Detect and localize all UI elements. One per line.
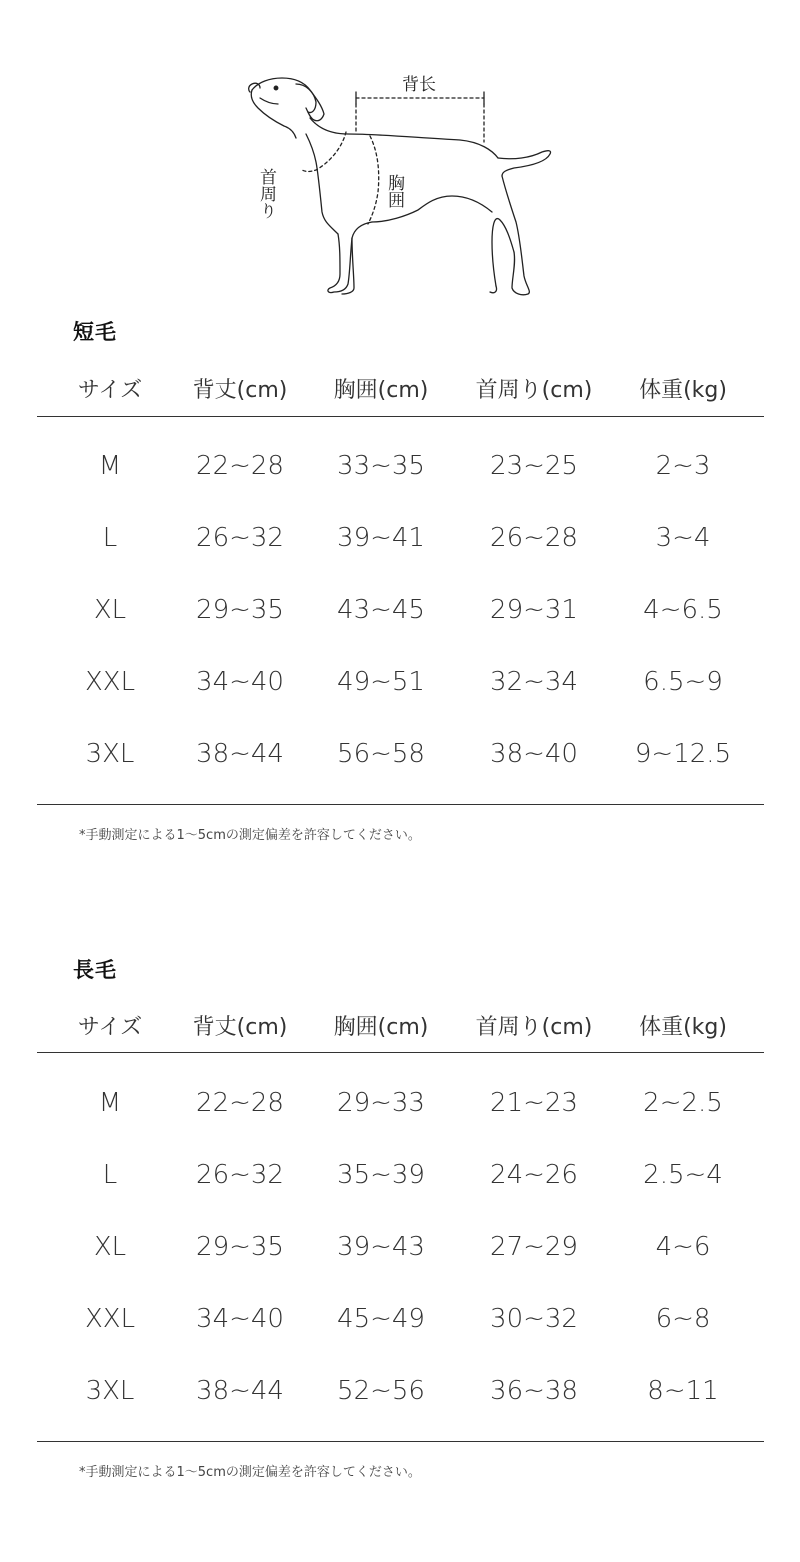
neck-cell: 23~25 [490, 451, 578, 481]
neck-cell: 24~26 [490, 1160, 578, 1190]
weight-cell: 2~2.5 [643, 1088, 723, 1118]
size-cell: XXL [84, 667, 136, 697]
table-row [0, 595, 800, 635]
chest-cell: 35~39 [337, 1160, 425, 1190]
dog-measurement-diagram [230, 62, 570, 302]
table-row [0, 451, 800, 491]
back-length-cell: 26~32 [196, 1160, 284, 1190]
header-size: サイズ [77, 1015, 143, 1040]
table-bottom-divider [37, 1441, 764, 1442]
measurement-note: *手動測定による1〜5cmの測定偏差を許容してください。 [79, 828, 421, 843]
chest-cell: 49~51 [337, 667, 425, 697]
chest-label: 胸囲 [384, 174, 404, 208]
back-length-cell: 34~40 [196, 667, 284, 697]
header-chest: 胸囲(cm) [333, 1015, 429, 1040]
neck-cell: 36~38 [490, 1376, 578, 1406]
back-length-label: 背长 [402, 75, 436, 95]
table-bottom-divider [37, 804, 764, 805]
size-cell: XL [93, 1232, 127, 1262]
table-row [0, 1304, 800, 1344]
neck-cell: 29~31 [490, 595, 578, 625]
header-divider [37, 416, 764, 417]
neck-cell: 30~32 [490, 1304, 578, 1334]
size-cell: M [98, 1088, 122, 1118]
table-row [0, 739, 800, 779]
header-size: サイズ [77, 378, 143, 403]
size-cell: XL [93, 595, 127, 625]
header-neck: 首周り(cm) [475, 1015, 593, 1040]
header-divider [37, 1052, 764, 1053]
chest-cell: 52~56 [337, 1376, 425, 1406]
table-row [0, 523, 800, 563]
weight-cell: 4~6.5 [643, 595, 723, 625]
size-cell: L [102, 1160, 118, 1190]
neck-label: 首周り [256, 168, 276, 219]
table-row [0, 1232, 800, 1272]
neck-cell: 32~34 [490, 667, 578, 697]
chest-cell: 33~35 [337, 451, 425, 481]
size-cell: L [102, 523, 118, 553]
size-cell: 3XL [85, 1376, 135, 1406]
back-length-cell: 22~28 [196, 451, 284, 481]
table-row [0, 667, 800, 707]
neck-cell: 21~23 [490, 1088, 578, 1118]
chest-cell: 43~45 [337, 595, 425, 625]
weight-cell: 2~3 [655, 451, 711, 481]
back-length-cell: 26~32 [196, 523, 284, 553]
weight-cell: 8~11 [647, 1376, 719, 1406]
neck-cell: 38~40 [490, 739, 578, 769]
weight-cell: 9~12.5 [634, 739, 732, 769]
weight-cell: 4~6 [655, 1232, 711, 1262]
size-cell: XXL [84, 1304, 136, 1334]
header-back-length: 背丈(cm) [192, 1015, 288, 1040]
section-title: 短毛 [73, 320, 117, 344]
header-weight: 体重(kg) [639, 378, 727, 403]
neck-cell: 26~28 [490, 523, 578, 553]
weight-cell: 2.5~4 [643, 1160, 723, 1190]
chest-cell: 39~43 [337, 1232, 425, 1262]
size-cell: 3XL [85, 739, 135, 769]
weight-cell: 6.5~9 [643, 667, 723, 697]
table-row [0, 1160, 800, 1200]
back-length-cell: 22~28 [196, 1088, 284, 1118]
back-length-cell: 34~40 [196, 1304, 284, 1334]
chest-cell: 29~33 [337, 1088, 425, 1118]
weight-cell: 6~8 [655, 1304, 711, 1334]
header-back-length: 背丈(cm) [192, 378, 288, 403]
table-row [0, 1376, 800, 1416]
chest-cell: 56~58 [337, 739, 425, 769]
table-row [0, 1088, 800, 1128]
back-length-cell: 29~35 [196, 1232, 284, 1262]
size-cell: M [98, 451, 122, 481]
header-neck: 首周り(cm) [475, 378, 593, 403]
back-length-cell: 38~44 [196, 1376, 284, 1406]
dog-illustration [230, 62, 570, 302]
neck-cell: 27~29 [490, 1232, 578, 1262]
chest-cell: 39~41 [337, 523, 425, 553]
back-length-cell: 29~35 [196, 595, 284, 625]
measurement-note: *手動測定による1〜5cmの測定偏差を許容してください。 [79, 1465, 421, 1480]
back-length-cell: 38~44 [196, 739, 284, 769]
header-weight: 体重(kg) [639, 1015, 727, 1040]
section-title: 長毛 [73, 958, 117, 982]
table-header [0, 373, 800, 413]
table-header [0, 1010, 800, 1050]
chest-cell: 45~49 [337, 1304, 425, 1334]
header-chest: 胸囲(cm) [333, 378, 429, 403]
weight-cell: 3~4 [655, 523, 711, 553]
